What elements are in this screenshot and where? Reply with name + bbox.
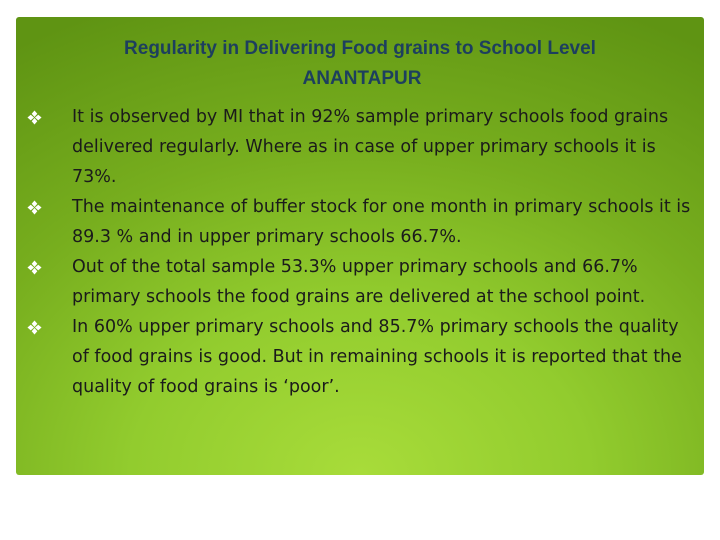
bullet-text: In 60% upper primary schools and 85.7% primary schools the quality of food grains is good. But in remaining schools it is reported that the quality of food grains is ‘poor’. <box>72 317 682 397</box>
slide-subtitle: ANANTAPUR <box>302 68 422 89</box>
bullet-item-3 <box>24 252 694 312</box>
slide-title: Regularity in Delivering Food grains to School Level <box>124 38 596 59</box>
four-diamond-bullet-icon <box>27 110 42 125</box>
four-diamond-bullet-icon <box>27 200 42 215</box>
bullet-text: Out of the total sample 53.3% upper primary schools and 66.7% primary schools the food grains are delivered at the school point. <box>72 257 646 307</box>
bullet-item-1 <box>24 102 694 192</box>
bullet-item-2 <box>24 192 694 252</box>
four-diamond-bullet-icon <box>27 320 42 335</box>
bullet-text: It is observed by MI that in 92% sample primary schools food grains delivered regularly. Where as in case of upper primary schools it is 73%. <box>72 107 669 187</box>
four-diamond-bullet-icon <box>27 260 42 275</box>
bullet-list <box>24 102 694 402</box>
slide-panel <box>16 17 704 475</box>
bullet-item-4 <box>24 312 694 402</box>
bullet-text: The maintenance of buffer stock for one month in primary schools it is 89.3 % and in upper primary schools 66.7%. <box>72 197 691 247</box>
